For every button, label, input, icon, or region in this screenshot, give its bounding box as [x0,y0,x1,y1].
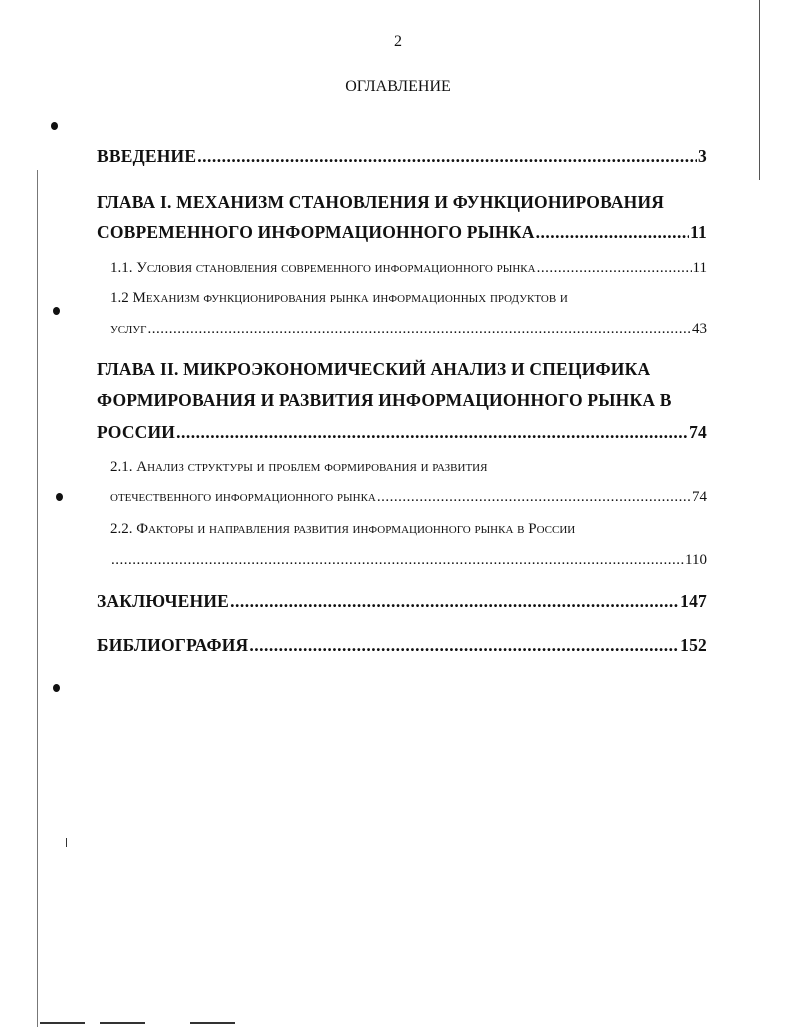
dot-leader [537,260,692,277]
toc-label: СОВРЕМЕННОГО ИНФОРМАЦИОННОГО РЫНКА [97,222,535,242]
toc-label: ФОРМИРОВАНИЯ И РАЗВИТИЯ ИНФОРМАЦИОННОГО РЫНКА В [97,390,672,410]
toc-page: 147 [680,591,707,611]
binder-hole-mark [53,307,60,315]
toc-label: отечественного информационного рынка [110,489,376,505]
page-number: 2 [394,33,402,50]
toc-entry-2-2-line2[interactable] [110,552,707,569]
toc-page: 74 [692,489,707,505]
toc-label: 1.1. Условия становления современного информационного рынка [110,260,536,276]
toc-entry-intro[interactable] [97,146,707,167]
toc-entry-2-1-line2[interactable] [110,489,707,506]
toc-entry-bibliography[interactable] [97,635,707,656]
scan-speck [66,838,67,847]
toc-page: 11 [692,260,707,276]
toc-label: 2.1. Анализ структуры и проблем формирования и развития [110,459,488,475]
toc-label: ЗАКЛЮЧЕНИЕ [97,591,230,611]
binder-hole-mark [53,684,60,692]
scan-edge-bottom [40,1022,85,1024]
scan-edge-bottom [190,1022,235,1024]
toc-entry-1-1[interactable] [110,260,707,277]
toc-label: ГЛАВА II. МИКРОЭКОНОМИЧЕСКИЙ АНАЛИЗ И СПЕЦИФИКА [97,359,651,379]
toc-label: услуг [110,321,147,337]
dot-leader [230,591,679,612]
scan-edge-right [759,0,760,180]
toc-entry-1-2-line2[interactable] [110,321,707,338]
dot-leader [249,635,679,656]
toc-page: 3 [698,146,707,166]
scan-edge-left [37,170,38,1027]
toc-label: РОССИИ [97,422,176,442]
toc-label: 1.2 Механизм функционирования рынка информационных продуктов и [110,290,568,306]
toc-label: БИБЛИОГРАФИЯ [97,635,249,655]
toc-entry-2-1-line1[interactable] [110,459,707,476]
toc-label: ВВЕДЕНИЕ [97,146,197,166]
dot-leader [377,489,691,506]
toc-entry-2-2-line1[interactable] [110,521,707,538]
toc-page: 11 [690,222,707,242]
dot-leader [111,552,684,569]
toc-entry-ch1-line2[interactable] [97,222,707,243]
toc-page: 74 [689,422,707,442]
toc-page: 152 [680,635,707,655]
page-title: ОГЛАВЛЕНИЕ [345,78,451,95]
toc-page: 43 [692,321,707,337]
dot-leader [147,321,691,338]
toc-entry-ch2-line2[interactable] [97,390,707,411]
toc-entry-ch2-line3[interactable] [97,422,707,443]
toc-entry-ch1-line1[interactable] [97,192,707,213]
toc-entry-conclusion[interactable] [97,591,707,612]
dot-leader [536,222,690,243]
toc-label: 2.2. Факторы и направления развития информационного рынка в России [110,521,576,537]
toc-entry-1-2-line1[interactable] [110,290,707,307]
toc-label: ГЛАВА I. МЕХАНИЗМ СТАНОВЛЕНИЯ И ФУНКЦИОНИРОВАНИЯ [97,192,665,212]
toc-page: 110 [685,552,707,568]
binder-hole-mark [56,493,63,501]
dot-leader [176,422,688,443]
binder-hole-mark [51,122,58,130]
dot-leader [197,146,697,167]
toc-entry-ch2-line1[interactable] [97,359,707,380]
scan-edge-bottom [100,1022,145,1024]
